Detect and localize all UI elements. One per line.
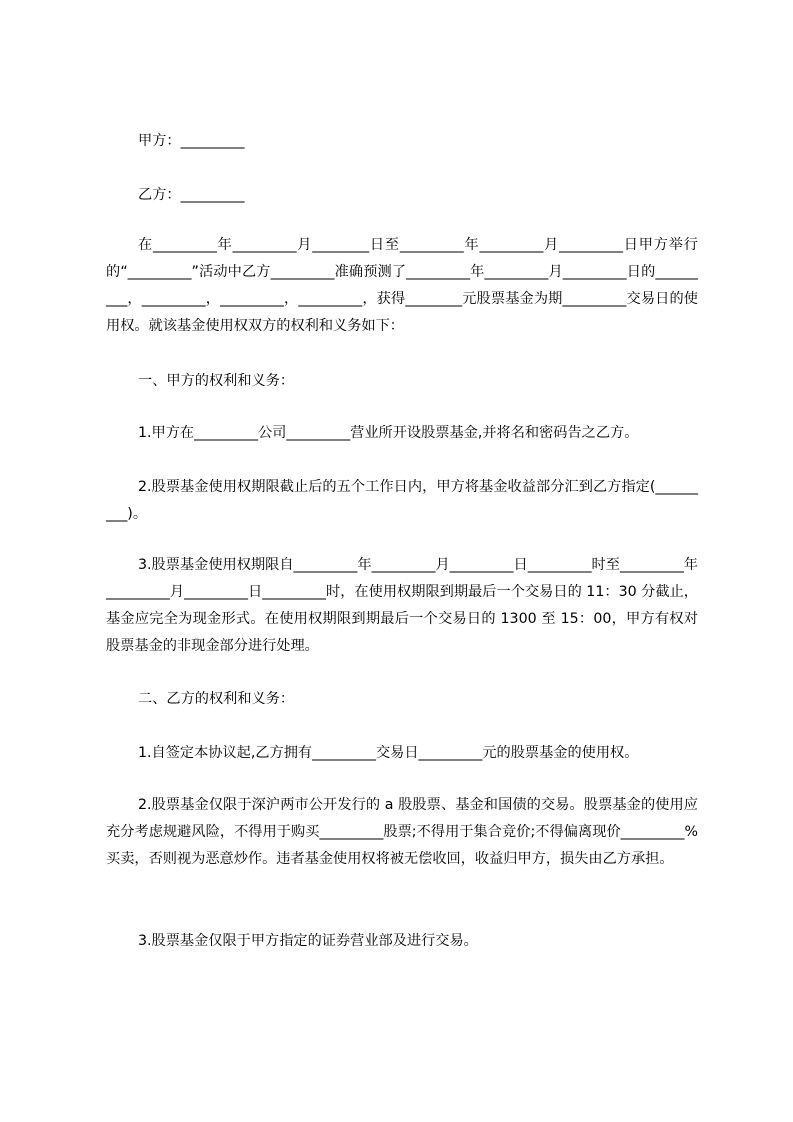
party-b-line: 乙方：_________ xyxy=(138,187,245,203)
section-2-item-3: 3.股票基金仅限于甲方指定的证券营业部及进行交易。 xyxy=(138,933,478,949)
section-1-heading: 一、甲方的权利和义务： xyxy=(138,373,295,389)
section-2-heading: 二、乙方的权利和义务： xyxy=(138,691,295,707)
section-1-item-3: 3.股票基金使用权期限自_________年_________月_________日_________时至_________年_________月_________日_________时，在使用权期限到期最后一个交易日的 11：30 分截止，基金应完全为现金形式。在使用权期限到期最后一个交易日的 1300 至 15：00，甲方有权对股票基金的非现金部分进行处理。 xyxy=(106,557,698,654)
section-2-item-2: 2.股票基金仅限于深沪两市公开发行的 a 股股票、基金和国债的交易。股票基金的使用应充分考虑规避风险，不得用于购买_________股票;不得用于集合竞价;不得偏离现价_________%买卖，否则视为恶意炒作。违者基金使用权将被无偿收回，收益归甲方，损失由乙方承担。 xyxy=(106,797,698,867)
party-a-line: 甲方：_________ xyxy=(138,133,245,149)
section-1-item-1: 1.甲方在_________公司_________营业所开设股票基金,并将名和密码告之乙方。 xyxy=(138,425,639,441)
section-2-item-1: 1.自签定本协议起,乙方拥有_________交易日_________元的股票基金的使用权。 xyxy=(138,745,639,761)
section-1-item-2: 2.股票基金使用权期限截止后的五个工作日内，甲方将基金收益部分汇到乙方指定(_________)。 xyxy=(106,479,698,522)
intro-paragraph: 在_________年_________月________日至_________年_________月_________日甲方举行的“_________”活动中乙方_________准确预测了_________年_________月_________日的_________，_________，_________，_________，获得________元股票基金为期_________交易日的使用权。就该基金使用权双方的权利和义务如下： xyxy=(106,237,698,334)
